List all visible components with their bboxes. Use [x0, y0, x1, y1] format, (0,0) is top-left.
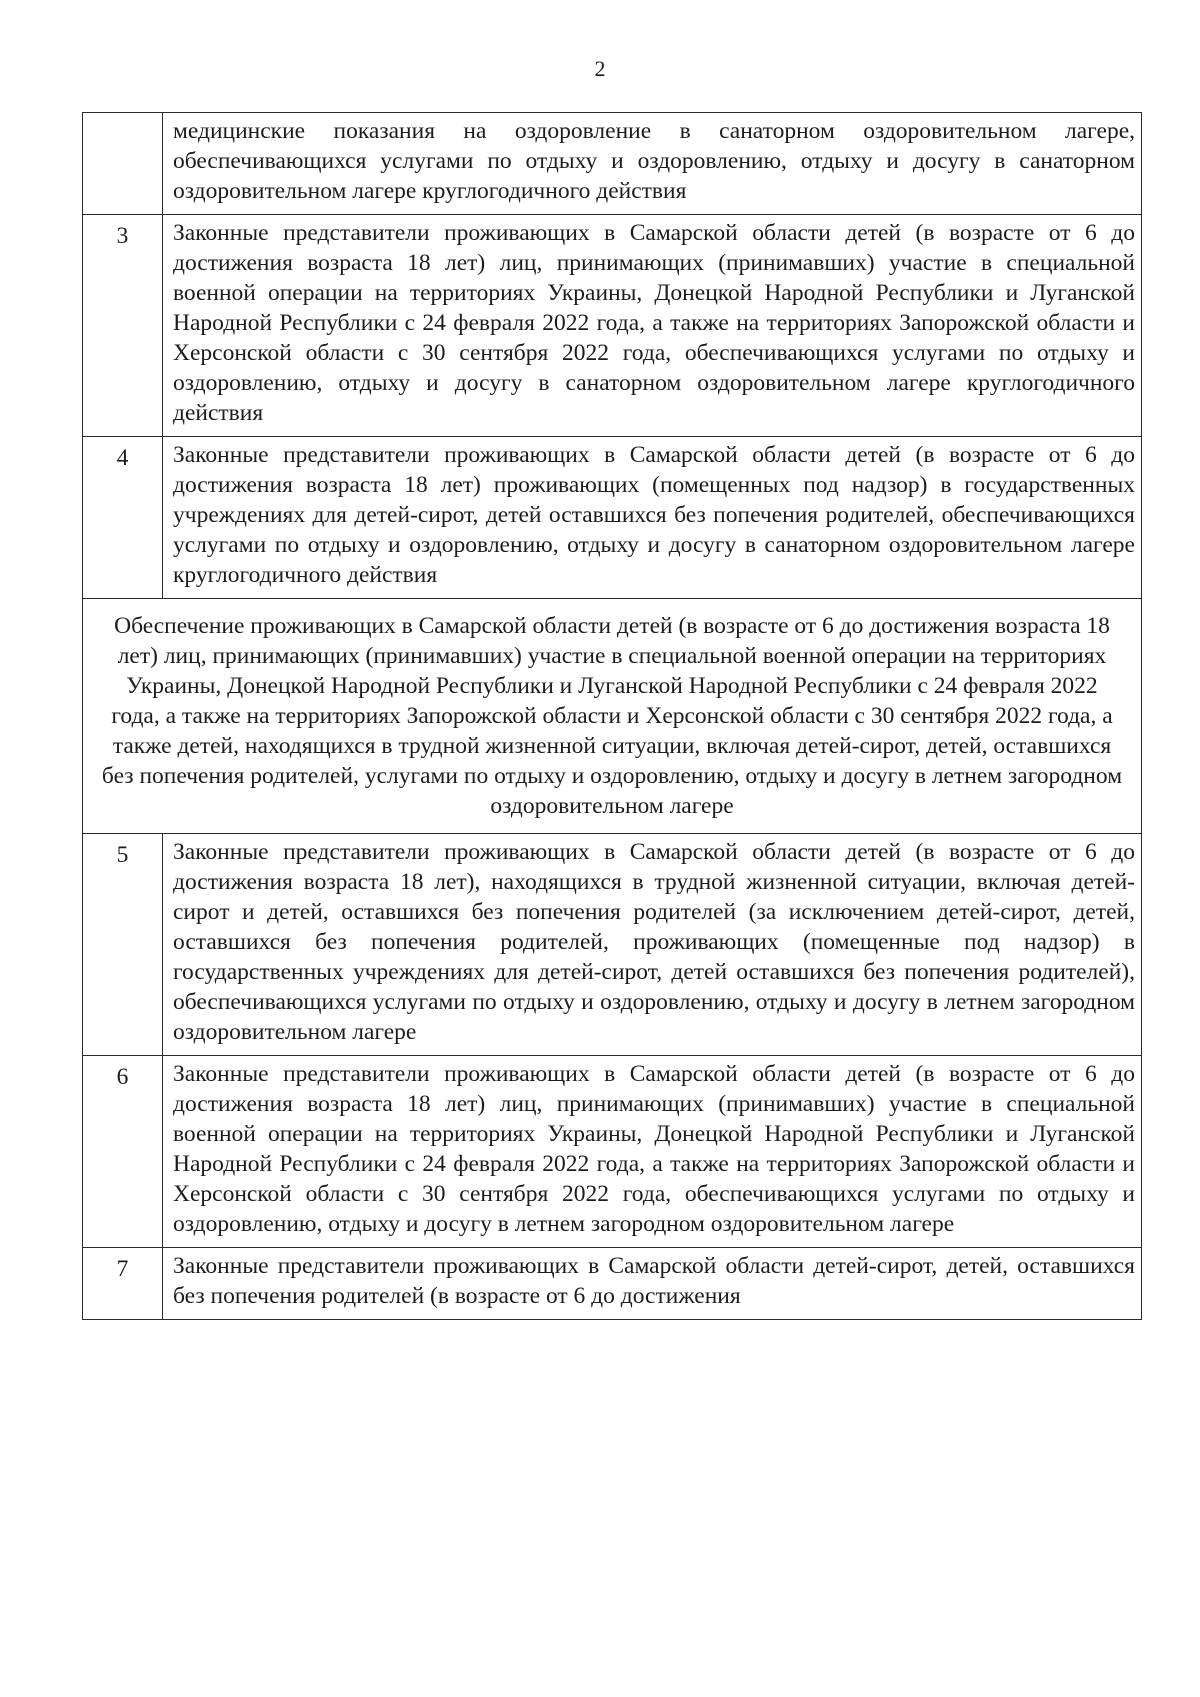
table-row	[83, 1248, 1142, 1320]
row-text: Законные представители проживающих в Самарской области детей (в возрасте от 6 до достижения возраста 18 лет) лиц, принимающих (принимавших) участие в специальной военной операции на территориях Украины, Донецкой Народной Республики и Луганской Народной Республики с 24 февраля 2022 года, а также на территориях Запорожской области и Херсонской области с 30 сентября 2022 года, обеспечивающихся услугами по отдыху и оздоровлению, отдыху и досугу в летнем загородном оздоровительном лагере	[163, 1056, 1142, 1248]
section-heading: Обеспечение проживающих в Самарской области детей (в возрасте от 6 до достижения возраста 18 лет) лиц, принимающих (принимавших) участие в специальной военной операции на территориях Украины, Донецкой Народной Республики и Луганской Народной Республики с 24 февраля 2022 года, а также на территориях Запорожской области и Херсонской области с 30 сентября 2022 года, а также детей, находящихся в трудной жизненной ситуации, включая детей-сирот, детей, оставшихся без попечения родителей, услугами по отдыху и оздоровлению, отдыху и досугу в летнем загородном оздоровительном лагере	[83, 599, 1142, 834]
row-text: Законные представители проживающих в Самарской области детей-сирот, детей, оставшихся без попечения родителей (в возрасте от 6 до достижения	[163, 1248, 1142, 1320]
section-header-row	[83, 599, 1142, 834]
page-number: 2	[594, 56, 606, 81]
table-row	[83, 1056, 1142, 1248]
row-text: Законные представители проживающих в Самарской области детей (в возрасте от 6 до достижения возраста 18 лет) лиц, принимающих (принимавших) участие в специальной военной операции на территориях Украины, Донецкой Народной Республики и Луганской Народной Республики с 24 февраля 2022 года, а также на территориях Запорожской области и Херсонской области с 30 сентября 2022 года, обеспечивающихся услугами по отдыху и оздоровлению, отдыху и досугу в санаторном оздоровительном лагере круглогодичного действия	[163, 215, 1142, 437]
eligibility-table	[82, 112, 1142, 1320]
table-row	[83, 834, 1142, 1056]
row-number	[83, 113, 163, 215]
row-number: 7	[83, 1248, 163, 1320]
table-row	[83, 113, 1142, 215]
row-number: 3	[83, 215, 163, 437]
row-number: 5	[83, 834, 163, 1056]
row-number: 6	[83, 1056, 163, 1248]
row-text: Законные представители проживающих в Самарской области детей (в возрасте от 6 до достижения возраста 18 лет), находящихся в трудной жизненной ситуации, включая детей-сирот и детей, оставшихся без попечения родителей (за исключением детей-сирот, детей, оставшихся без попечения родителей, проживающих (помещенные под надзор) в государственных учреждениях для детей-сирот, детей оставшихся без попечения родителей), обеспечивающихся услугами по отдыху и оздоровлению, отдыху и досугу в летнем загородном оздоровительном лагере	[163, 834, 1142, 1056]
table-row	[83, 215, 1142, 437]
row-number: 4	[83, 437, 163, 599]
row-text: медицинские показания на оздоровление в санаторном оздоровительном лагере, обеспечивающихся услугами по отдыху и оздоровлению, отдыху и досугу в санаторном оздоровительном лагере круглогодичного действия	[163, 113, 1142, 215]
table-row	[83, 437, 1142, 599]
row-text: Законные представители проживающих в Самарской области детей (в возрасте от 6 до достижения возраста 18 лет) проживающих (помещенных под надзор) в государственных учреждениях для детей-сирот, детей оставшихся без попечения родителей, обеспечивающихся услугами по отдыху и оздоровлению, отдыху и досугу в санаторном оздоровительном лагере круглогодичного действия	[163, 437, 1142, 599]
